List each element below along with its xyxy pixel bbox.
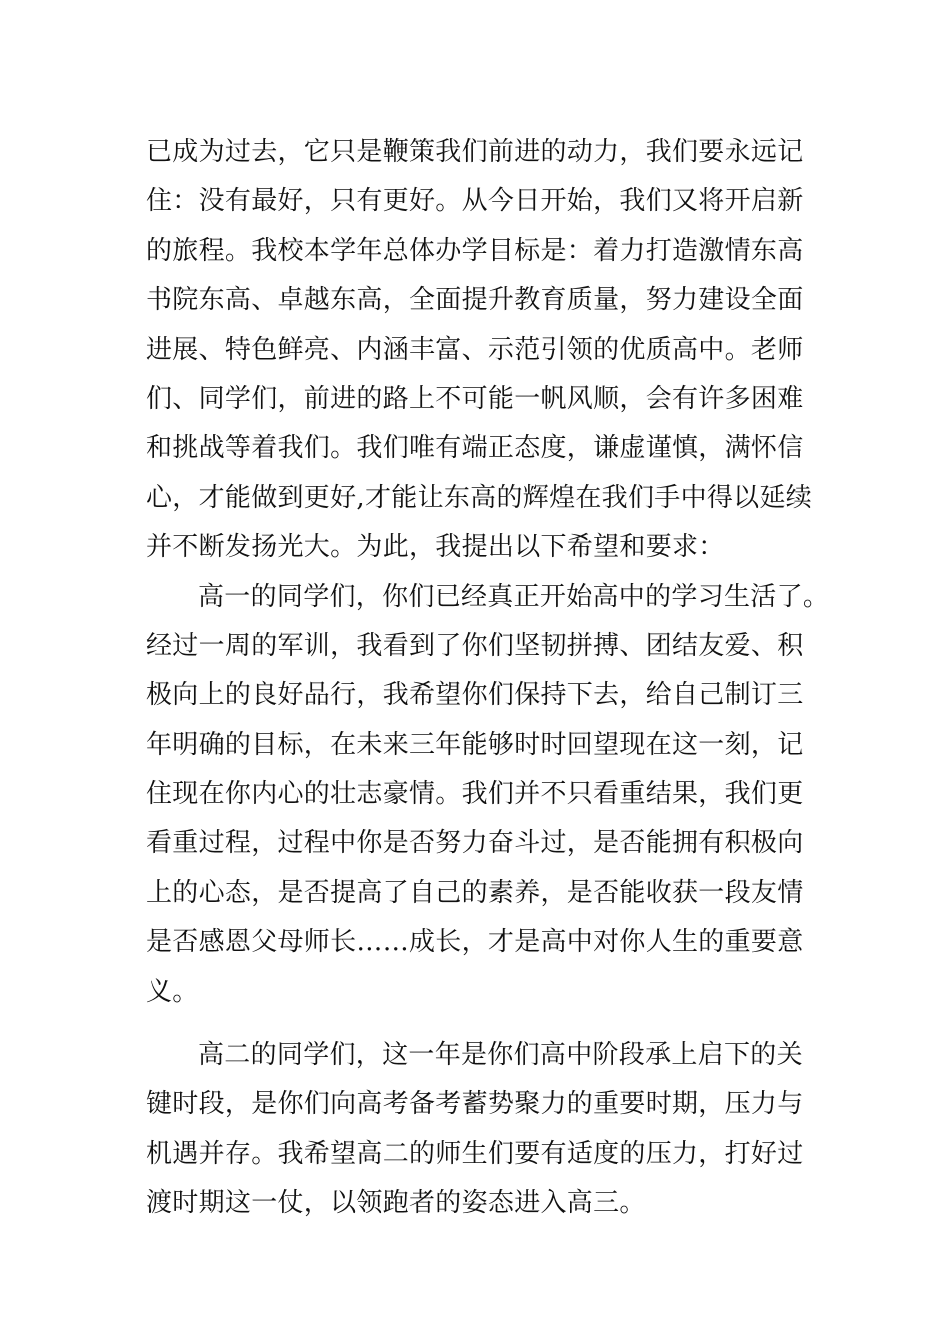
text-line: 书院东高、卓越东高，全面提升教育质量，努力建设全面 [146, 285, 804, 316]
text-line: 住现在你内心的壮志豪情。我们并不只看重结果，我们更 [146, 779, 804, 810]
text-line: 们、同学们，前进的路上不可能一帆风顺，会有许多困难 [146, 383, 804, 414]
text-line: 和挑战等着我们。我们唯有端正态度，谦虚谨慎，满怀信 [146, 433, 804, 464]
text-line: 经过一周的军训，我看到了你们坚韧拼搏、团结友爱、积 [146, 630, 804, 661]
text-line: 渡时期这一仗，以领跑者的姿态进入高三。 [146, 1188, 646, 1219]
text-line: 上的心态，是否提高了自己的素养，是否能收获一段友情 [146, 877, 804, 908]
paragraph-spacer [146, 1017, 826, 1031]
text-line: 住：没有最好，只有更好。从今日开始，我们又将开启新 [146, 186, 804, 217]
text-line: 键时段，是你们向高考备考蓄势聚力的重要时期，压力与 [146, 1089, 804, 1120]
text-line: 进展、特色鲜亮、内涵丰富、示范引领的优质高中。老师 [146, 334, 804, 365]
text-line: 看重过程，过程中你是否努力奋斗过，是否能拥有积极向 [146, 828, 804, 859]
text-line: 机遇并存。我希望高二的师生们要有适度的压力，打好过 [146, 1138, 804, 1169]
paragraph-1 [146, 128, 826, 573]
text-line: 心，才能做到更好,才能让东高的辉煌在我们手中得以延续 [146, 482, 813, 513]
text-line: 年明确的目标，在未来三年能够时时回望现在这一刻，记 [146, 729, 804, 760]
text-line: 的旅程。我校本学年总体办学目标是：着力打造激情东高 [146, 235, 804, 266]
text-line: 极向上的良好品行，我希望你们保持下去，给自己制订三 [146, 680, 804, 711]
text-line: 是否感恩父母师长……成长，才是高中对你人生的重要意 [146, 927, 804, 958]
text-line: 高二的同学们，这一年是你们高中阶段承上启下的关 [198, 1040, 803, 1071]
text-line: 已成为过去，它只是鞭策我们前进的动力，我们要永远记 [146, 137, 804, 167]
text-line: 义。 [146, 976, 199, 1007]
document-body [146, 128, 830, 1229]
text-line: 高一的同学们，你们已经真正开始高中的学习生活了。 [198, 581, 830, 612]
paragraph-2 [146, 573, 830, 1018]
paragraph-3 [146, 1031, 826, 1229]
text-line: 并不断发扬光大。为此，我提出以下希望和要求： [146, 532, 725, 563]
